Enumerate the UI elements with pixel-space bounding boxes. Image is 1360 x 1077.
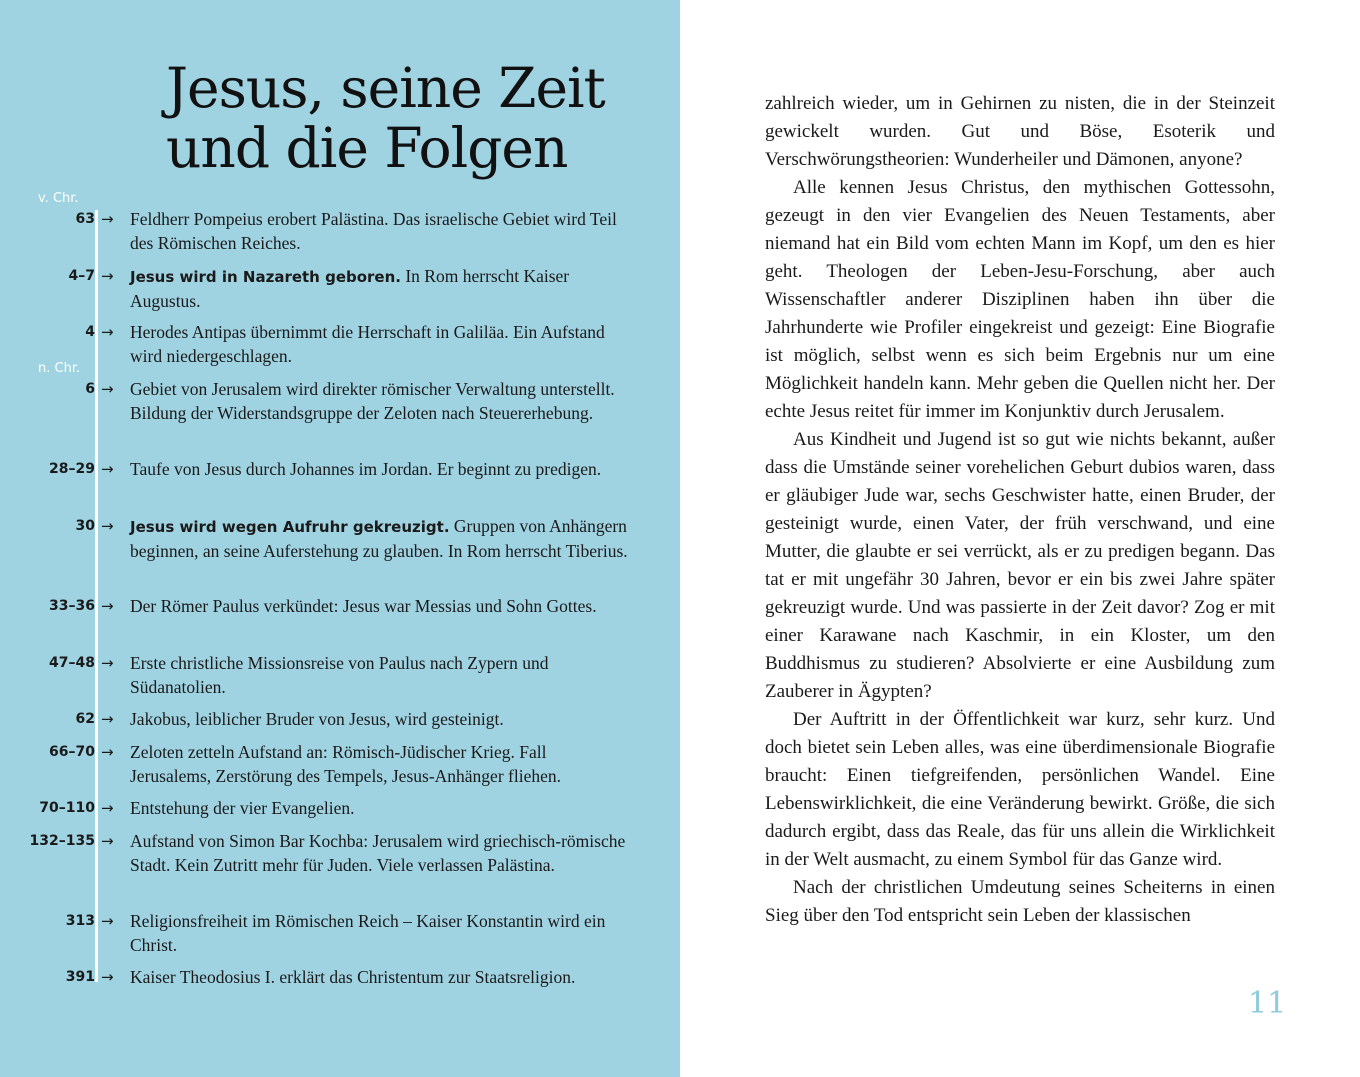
- arrow-right-icon: →: [101, 597, 114, 615]
- timeline-event-text: Aufstand von Simon Bar Kochba: Jerusalem wird griechisch-römische Stadt. Kein Zutritt mehr für Juden. Viele verlassen Palästina.: [130, 831, 626, 875]
- timeline-year: 63: [75, 211, 95, 227]
- timeline-year: 33–36: [49, 598, 95, 614]
- timeline-event: [130, 594, 630, 618]
- timeline-year: 4: [85, 324, 95, 340]
- timeline-event-text: In Rom herrscht Kaiser Augustus.: [130, 266, 570, 311]
- paragraph-4: Der Auftritt in der Öffentlichkeit war kurz, sehr kurz. Und doch bietet sein Leben alles, was eine überdimensionale Biografie braucht: Einen tiefgreifenden, persönlichen Wandel. Eine Lebenswirklichkeit, die eine Veränderung bewirkt. Größe, die sich dadurch ergibt, dass das Reale, das für uns allein die Wirklichkeit in der Welt ausmacht, zu einem Symbol für das Ganze wird.: [765, 709, 1275, 870]
- arrow-right-icon: →: [101, 460, 114, 478]
- arrow-right-icon: →: [101, 517, 114, 535]
- arrow-right-icon: →: [101, 912, 114, 930]
- title-line-2: und die Folgen: [166, 116, 568, 180]
- timeline-event: [130, 377, 630, 425]
- era-label-before-christ: v. Chr.: [38, 191, 79, 206]
- timeline-event-text: Feldherr Pompeius erobert Palästina. Das israelische Gebiet wird Teil des Römischen Reiches.: [130, 209, 617, 253]
- page-number: 11: [1248, 986, 1287, 1021]
- timeline-event-text: Kaiser Theodosius I. erklärt das Christentum zur Staatsreligion.: [130, 967, 576, 987]
- timeline-event: [130, 829, 630, 877]
- timeline-year: 391: [65, 969, 95, 985]
- arrow-right-icon: →: [101, 267, 114, 285]
- arrow-right-icon: →: [101, 832, 114, 850]
- timeline-event-text: Erste christliche Missionsreise von Paulus nach Zypern und Südanatolien.: [130, 653, 549, 697]
- arrow-right-icon: →: [101, 799, 114, 817]
- timeline-event: [130, 965, 630, 989]
- timeline-year: 47–48: [49, 655, 95, 671]
- timeline-event-text: Taufe von Jesus durch Johannes im Jordan. Er beginnt zu predigen.: [130, 459, 602, 479]
- timeline-event-text: Gebiet von Jerusalem wird direkter römischer Verwaltung unterstellt. Bildung der Widerstandsgruppe der Zeloten nach Steuererhebung.: [130, 379, 615, 423]
- arrow-right-icon: →: [101, 654, 114, 672]
- timeline-event-text: Der Römer Paulus verkündet: Jesus war Messias und Sohn Gottes.: [130, 596, 597, 616]
- arrow-right-icon: →: [101, 380, 114, 398]
- timeline-event-highlight: Jesus wird in Nazareth geboren.: [130, 268, 401, 286]
- body-text: [765, 90, 1275, 930]
- timeline-event-text: Entstehung der vier Evangelien.: [130, 798, 355, 818]
- timeline-event: [130, 909, 630, 957]
- timeline-event: [130, 207, 630, 255]
- timeline-event: [130, 264, 630, 313]
- timeline-event: [130, 320, 630, 368]
- timeline-year: 4–7: [68, 268, 95, 284]
- timeline-year: 62: [75, 711, 95, 727]
- timeline-event-text: Religionsfreiheit im Römischen Reich – Kaiser Konstantin wird ein Christ.: [130, 911, 606, 955]
- timeline-event-highlight: Jesus wird wegen Aufruhr gekreuzigt.: [130, 518, 450, 536]
- timeline-event-text: Jakobus, leiblicher Bruder von Jesus, wird gesteinigt.: [130, 709, 504, 729]
- timeline-line: [95, 210, 98, 982]
- page-title: [166, 58, 666, 178]
- paragraph-5: Nach der christlichen Umdeutung seines Scheiterns in einen Sieg über den Tod entspricht sein Leben der klassischen: [765, 877, 1275, 926]
- timeline-year: 70–110: [39, 800, 95, 816]
- right-page: [680, 0, 1360, 1077]
- timeline-event: [130, 651, 630, 699]
- arrow-right-icon: →: [101, 743, 114, 761]
- timeline-year: 28–29: [49, 461, 95, 477]
- arrow-right-icon: →: [101, 710, 114, 728]
- timeline-event: [130, 740, 630, 788]
- paragraph-3: Aus Kindheit und Jugend ist so gut wie nichts bekannt, außer dass die Umstände seiner vorehelichen Geburt dubios waren, dass er gläubiger Jude war, sechs Geschwister hatte, einen Bruder, der gesteinigt wurde, einen Vater, der früh verschwand, und eine Mutter, die glaubte er sei verrückt, als er zu predigen begann. Das tat er mit ungefähr 30 Jahren, bevor er ein bis zwei Jahre später gekreuzigt wurde. Und was passierte in der Zeit davor? Zog er mit einer Karawane nach Kaschmir, in ein Kloster, um den Buddhismus zu studieren? Absolvierte er eine Ausbildung zum Zauberer in Ägypten?: [765, 429, 1275, 702]
- paragraph-1: zahlreich wieder, um in Gehirnen zu nisten, die in der Steinzeit gewickelt wurden. Gut und Böse, Esoterik und Verschwörungstheorien: Wunderheiler und Dämonen, anyone?: [765, 93, 1275, 170]
- timeline-event-text: Herodes Antipas übernimmt die Herrschaft in Galiläa. Ein Aufstand wird niedergeschlagen.: [130, 322, 605, 366]
- title-line-1: Jesus, seine Zeit: [166, 56, 605, 120]
- timeline-event-text: Gruppen von Anhängern beginnen, an seine Auferstehung zu glauben. In Rom herrscht Tiberius.: [130, 516, 628, 561]
- timeline-event: [130, 707, 630, 731]
- timeline-year: 30: [75, 518, 95, 534]
- arrow-right-icon: →: [101, 210, 114, 228]
- timeline-event: [130, 796, 630, 820]
- timeline-year: 132–135: [29, 833, 95, 849]
- timeline-year: 6: [85, 381, 95, 397]
- timeline-event-text: Zeloten zetteln Aufstand an: Römisch-Jüdischer Krieg. Fall Jerusalems, Zerstörung des Tempels, Jesus-Anhänger fliehen.: [130, 742, 561, 786]
- era-label-after-christ: n. Chr.: [38, 361, 81, 376]
- timeline-event: [130, 457, 630, 481]
- arrow-right-icon: →: [101, 323, 114, 341]
- timeline-year: 313: [65, 913, 95, 929]
- timeline-event: [130, 514, 630, 563]
- arrow-right-icon: →: [101, 968, 114, 986]
- paragraph-2: Alle kennen Jesus Christus, den mythischen Gottessohn, gezeugt in den vier Evangelien des Neuen Testaments, aber niemand hat ein Bild vom echten Mann im Kopf, um den es hier geht. Theologen der Leben-Jesu-Forschung, aber auch Wissenschaftler anderer Disziplinen haben ihn über die Jahrhunderte wie Profiler eingekreist und gezeigt: Eine Biografie ist möglich, selbst wenn es sich beim Ergebnis nur um eine Möglichkeit handeln kann. Mehr geben die Quellen nicht her. Der echte Jesus reitet für immer im Konjunktiv durch Jerusalem.: [765, 177, 1275, 422]
- timeline-year: 66–70: [49, 744, 95, 760]
